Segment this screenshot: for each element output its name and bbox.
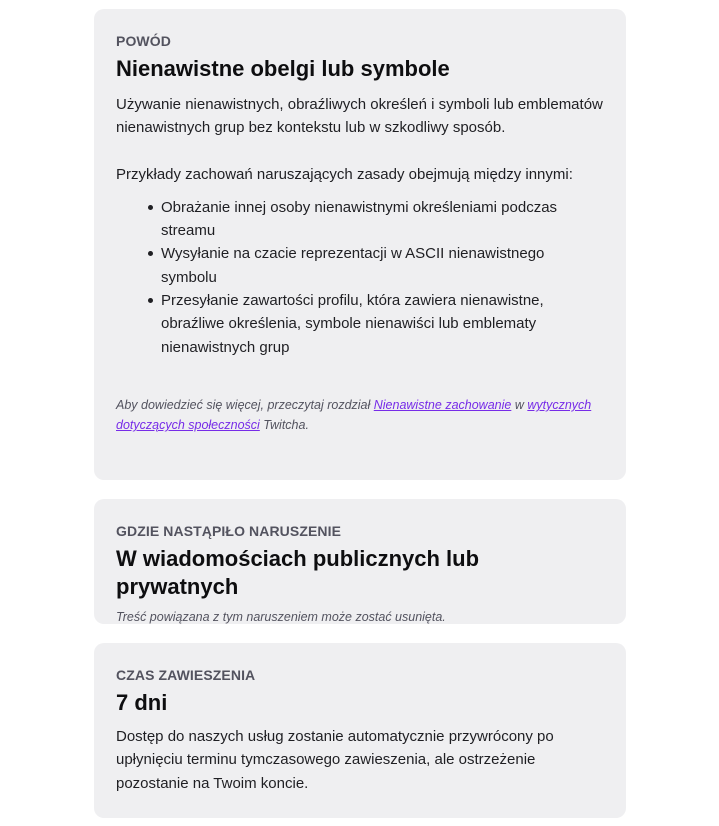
- where-note: Treść powiązana z tym naruszeniem może zostać usunięta.: [116, 610, 446, 624]
- examples-list: [116, 196, 604, 359]
- reason-kicker: POWÓD: [116, 33, 171, 49]
- duration-description: Dostęp do naszych usług zostanie automatycznie przywrócony po upłynięciu terminu tymczasowego zawieszenia, ale ostrzeżenie pozostanie na Twoim koncie.: [116, 728, 554, 792]
- list-item: Przesyłanie zawartości profilu, która zawiera nienawistne, obraźliwe określenia, symbole nienawiści lub emblematy nienawistnych grup: [161, 289, 604, 359]
- violation-location-card: [94, 499, 626, 624]
- hateful-conduct-link[interactable]: Nienawistne zachowanie: [373, 397, 512, 412]
- duration-title: 7 dni: [116, 690, 168, 715]
- reason-title: Nienawistne obelgi lub symbole: [116, 56, 450, 81]
- suspension-duration-card: [94, 643, 626, 818]
- guidelines-note: [116, 395, 604, 435]
- where-kicker: GDZIE NASTĄPIŁO NARUSZENIE: [116, 523, 342, 539]
- note-middle: w: [511, 397, 528, 412]
- where-title: W wiadomościach publicznych lub prywatnych: [116, 546, 480, 599]
- duration-kicker: CZAS ZAWIESZENIA: [116, 667, 256, 683]
- examples-intro: Przykłady zachowań naruszających zasady obejmują między innymi:: [116, 165, 573, 183]
- list-item: Obrażanie innej osoby nienawistnymi określeniami podczas streamu: [161, 196, 604, 243]
- community-guidelines-link[interactable]: wytycznych dotyczących społeczności: [116, 397, 592, 432]
- reason-description: Używanie nienawistnych, obraźliwych określeń i symboli lub emblematów nienawistnych grup bez kontekstu lub w szkodliwy sposób.: [116, 96, 603, 137]
- list-item: Wysyłanie na czacie reprezentacji w ASCII nienawistnego symbolu: [161, 242, 604, 289]
- reason-card: [94, 9, 626, 480]
- note-prefix: Aby dowiedzieć się więcej, przeczytaj rozdział: [116, 397, 374, 412]
- note-suffix: Twitcha.: [259, 417, 309, 432]
